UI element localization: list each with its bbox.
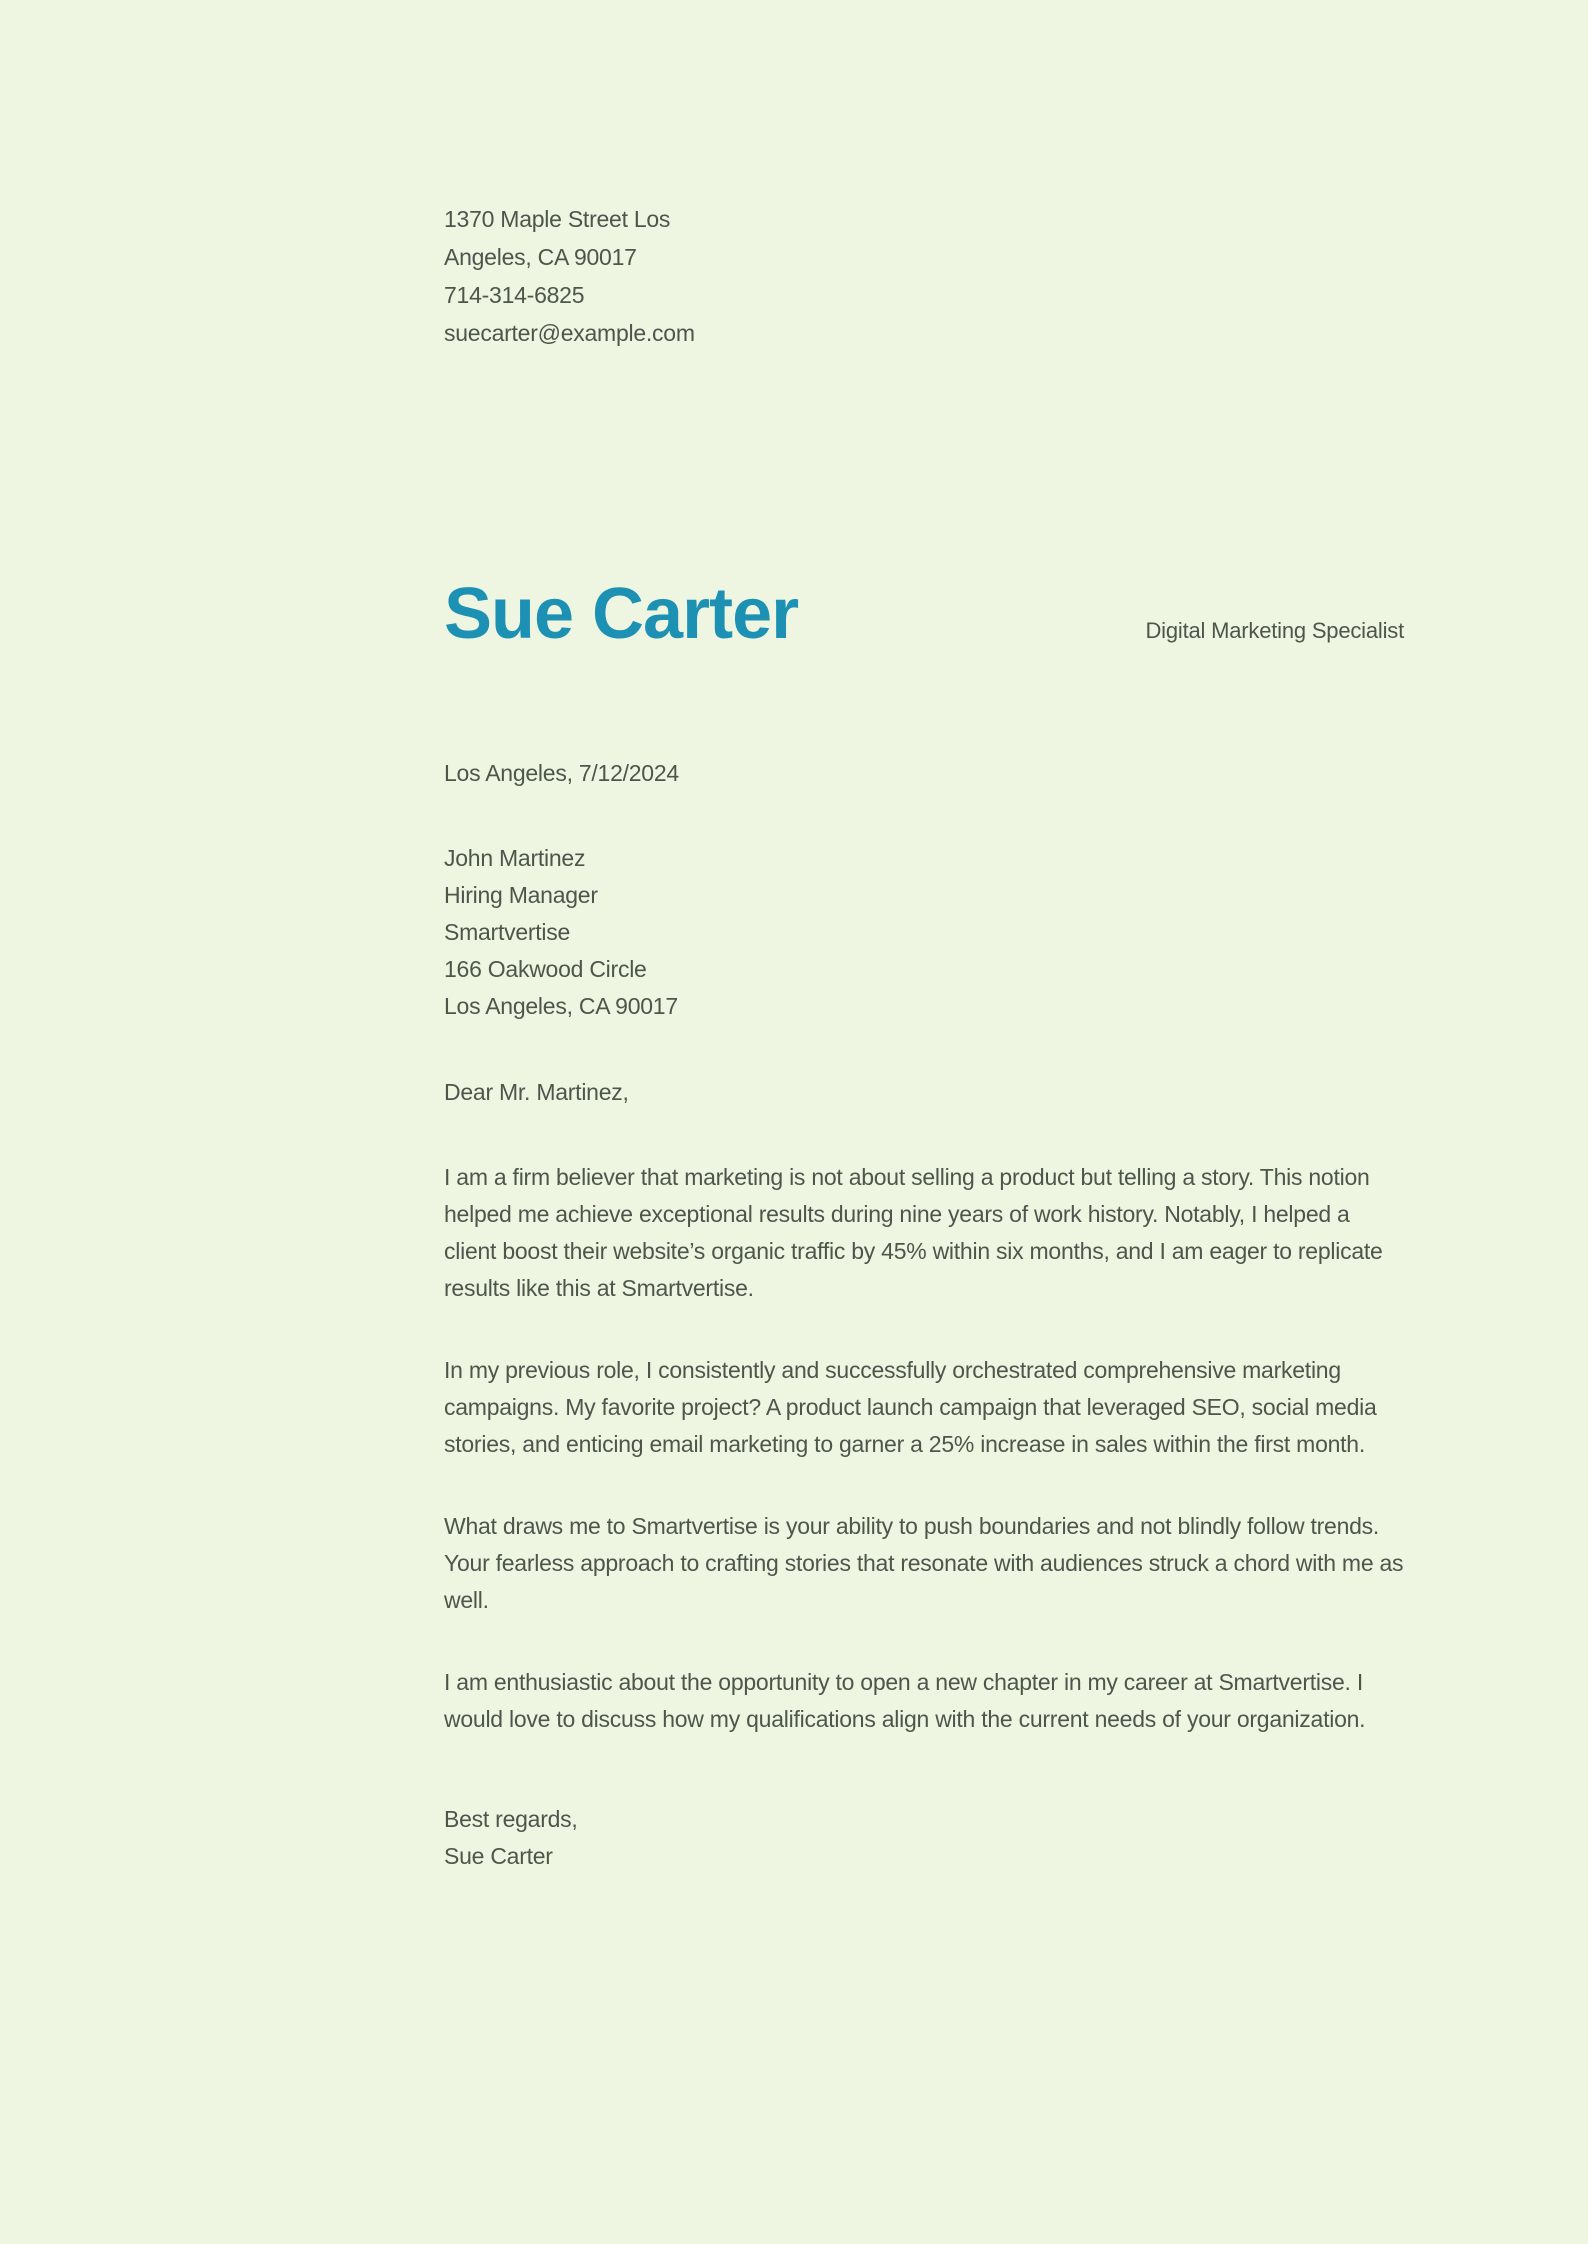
recipient-street: 166 Oakwood Circle	[444, 956, 647, 982]
recipient-name: John Martinez	[444, 845, 586, 871]
body-paragraph-4: I am enthusiastic about the opportunity to open a new chapter in my career at Smartvertise. I would love to discuss how my qualifications align with the current needs of your organization.	[444, 1669, 1366, 1732]
salutation: Dear Mr. Martinez,	[444, 1079, 629, 1105]
body-paragraph-2: In my previous role, I consistently and successfully orchestrated comprehensive marketing campaigns. My favorite project? A product launch campaign that leveraged SEO, social media stories, and enticing email marketing to garner a 25% increase in sales within the first month.	[444, 1357, 1377, 1457]
recipient-role: Hiring Manager	[444, 882, 598, 908]
body-paragraph-1: I am a firm believer that marketing is not about selling a product but telling a story. This notion helped me achieve exceptional results during nine years of work history. Notably, I helped a client boost their website’s organic traffic by 45% within six months, and I am eager to replicate results like this at Smartvertise.	[444, 1164, 1383, 1301]
contact-info-block	[444, 200, 1404, 352]
letter-content	[444, 0, 1404, 1875]
date-line: Los Angeles, 7/12/2024	[444, 760, 679, 786]
recipient-company: Smartvertise	[444, 919, 571, 945]
closing-phrase: Best regards,	[444, 1806, 578, 1832]
closing-block	[444, 1801, 1404, 1875]
body-paragraph-3: What draws me to Smartvertise is your ability to push boundaries and not blindly follow trends. Your fearless approach to crafting stories that resonate with audiences struck a chord with me as well.	[444, 1513, 1404, 1613]
recipient-city: Los Angeles, CA 90017	[444, 993, 678, 1019]
letter-header	[444, 574, 1404, 654]
recipient-block	[444, 840, 1404, 1025]
candidate-job-title: Digital Marketing Specialist	[1145, 618, 1404, 643]
contact-phone: 714-314-6825	[444, 282, 585, 308]
contact-email: suecarter@example.com	[444, 320, 695, 346]
contact-address-line2: Angeles, CA 90017	[444, 244, 637, 270]
contact-address-line1: 1370 Maple Street Los	[444, 206, 671, 232]
candidate-name: Sue Carter	[444, 574, 799, 654]
signature-name: Sue Carter	[444, 1843, 553, 1869]
